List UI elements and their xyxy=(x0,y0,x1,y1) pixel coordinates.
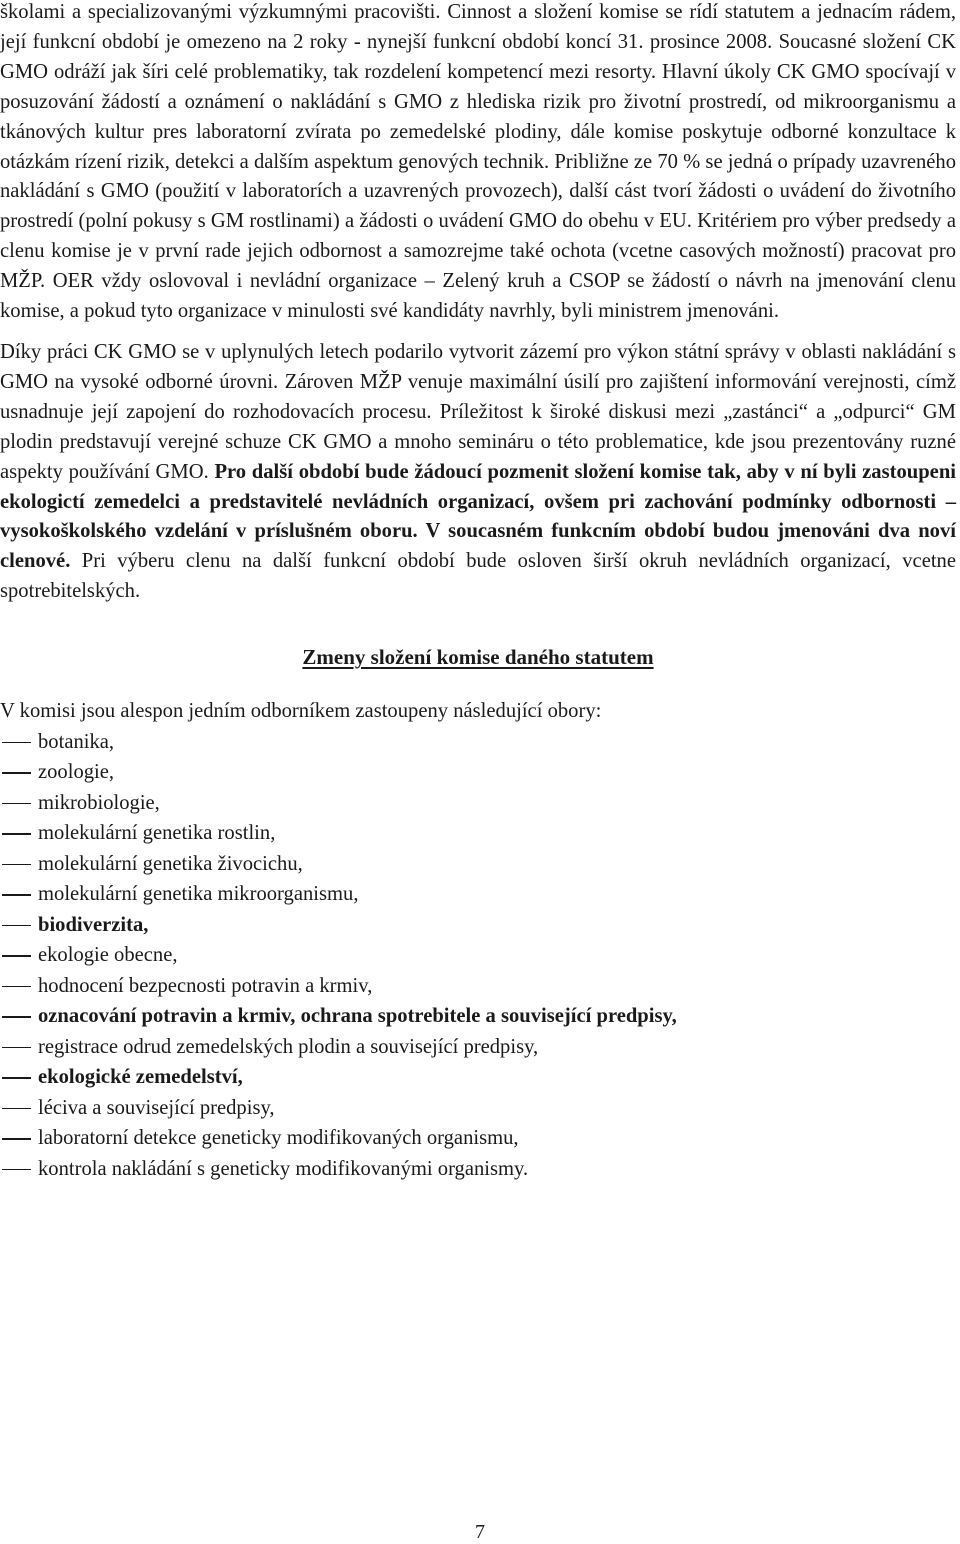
list-item: mikrobiologie, xyxy=(0,788,956,819)
list-item: zoologie, xyxy=(0,757,956,788)
list-item: molekulární genetika mikroorganismu, xyxy=(0,879,956,910)
paragraph-achievements xyxy=(0,338,956,607)
section-heading: Zmeny složení komise daného statutem xyxy=(302,645,654,670)
page-number: 7 xyxy=(475,1521,485,1543)
paragraph-commission-description: školami a specializovanými výzkumnými pracovišti. Cinnost a složení komise se rídí statutem a jednacím rádem, její funkcní období je omezeno na 2 roky - nynejší funkcní období koncí 31. prosince 2008. Soucasné složení CK GMO odráží jak šíri celé problematiky, tak rozdelení kompetencí mezi resorty. Hlavní úkoly CK GMO spocívají v posuzování žádostí a oznámení o nakládání s GMO z hlediska rizik pro životní prostredí, od mikroorganismu a tkánových kultur pres laboratorní zvírata po zemedelské plodiny, dále komise poskytuje odborné konzultace k otázkám rízení rizik, detekci a dalším aspektum genových technik. Približne ze 70 % se jedná o prípady uzavreného nakládání s GMO (použití v laboratorích a uzavrených provozech), další cást tvorí žádosti o uvádení do životního prostredí (polní pokusy s GM rostlinami) a žádosti o uvádení GMO do obehu v EU. Kritériem pro výber predsedy a clenu komise je v první rade jejich odbornost a samozrejme také ochota (vcetne casových možností) pracovat pro MŽP. OER vždy oslovoval i nevládní organizace – Zelený kruh a CSOP se žádostí o návrh na jmenování clenu komise, a pokud tyto organizace v minulosti své kandidáty navrhly, byli ministrem jmenováni. xyxy=(0,1,956,323)
list-item: hodnocení bezpecnosti potravin a krmiv, xyxy=(0,971,956,1002)
paragraph-achievements-start: Díky práci CK GMO se v uplynulých letech podarilo vytvorit zázemí pro výkon státní správy v oblasti nakládání s GMO na vysoké odborné úrovni. Zároven MŽP venuje maximální úsilí pro zajištení informování verejnosti, címž usnadnuje její zapojení do rozhodovacích procesu. Príležitost k široké diskusi mezi „zastánci“ a „odpurci“ GM plodin predstavují verejné schuze CK GMO a mnoho semináru o této problematice, kde jsou prezentovány ruzné aspekty používání GMO. xyxy=(0,340,956,483)
section-intro: V komisi jsou alespon jedním odborníkem zastoupeny následující obory: xyxy=(0,700,602,723)
list-item: biodiverzita, xyxy=(0,910,956,941)
list-item: registrace odrud zemedelských plodin a související predpisy, xyxy=(0,1032,956,1063)
list-item: botanika, xyxy=(0,727,956,758)
paragraph-achievements-end: Pri výberu clenu na další funkcní období bude osloven širší okruh nevládních organizací, vcetne spotrebitelských. xyxy=(0,550,956,603)
list-item: molekulární genetika živocichu, xyxy=(0,849,956,880)
list-item: molekulární genetika rostlin, xyxy=(0,818,956,849)
list-item: ekologie obecne, xyxy=(0,940,956,971)
paragraph-achievements-emphasis: Pro další období bude žádoucí pozmenit složení komise tak, aby v ní byli zastoupeni ekologictí zemedelci a predstavitelé nevládních organizací, ovšem pri zachování podmínky odbornosti – vysokoškolského vzdelání v príslušném oboru. V soucasném funkcním období budou jmenováni dva noví clenové. xyxy=(0,460,956,573)
list-item: léciva a související predpisy, xyxy=(0,1093,956,1124)
list-item: ekologické zemedelství, xyxy=(0,1062,956,1093)
list-item: kontrola nakládání s geneticky modifikovanými organismy. xyxy=(0,1154,956,1185)
list-item: laboratorní detekce geneticky modifikovaných organismu, xyxy=(0,1123,956,1154)
list-item: oznacování potravin a krmiv, ochrana spotrebitele a související predpisy, xyxy=(0,1001,956,1032)
fields-list xyxy=(0,727,956,1185)
